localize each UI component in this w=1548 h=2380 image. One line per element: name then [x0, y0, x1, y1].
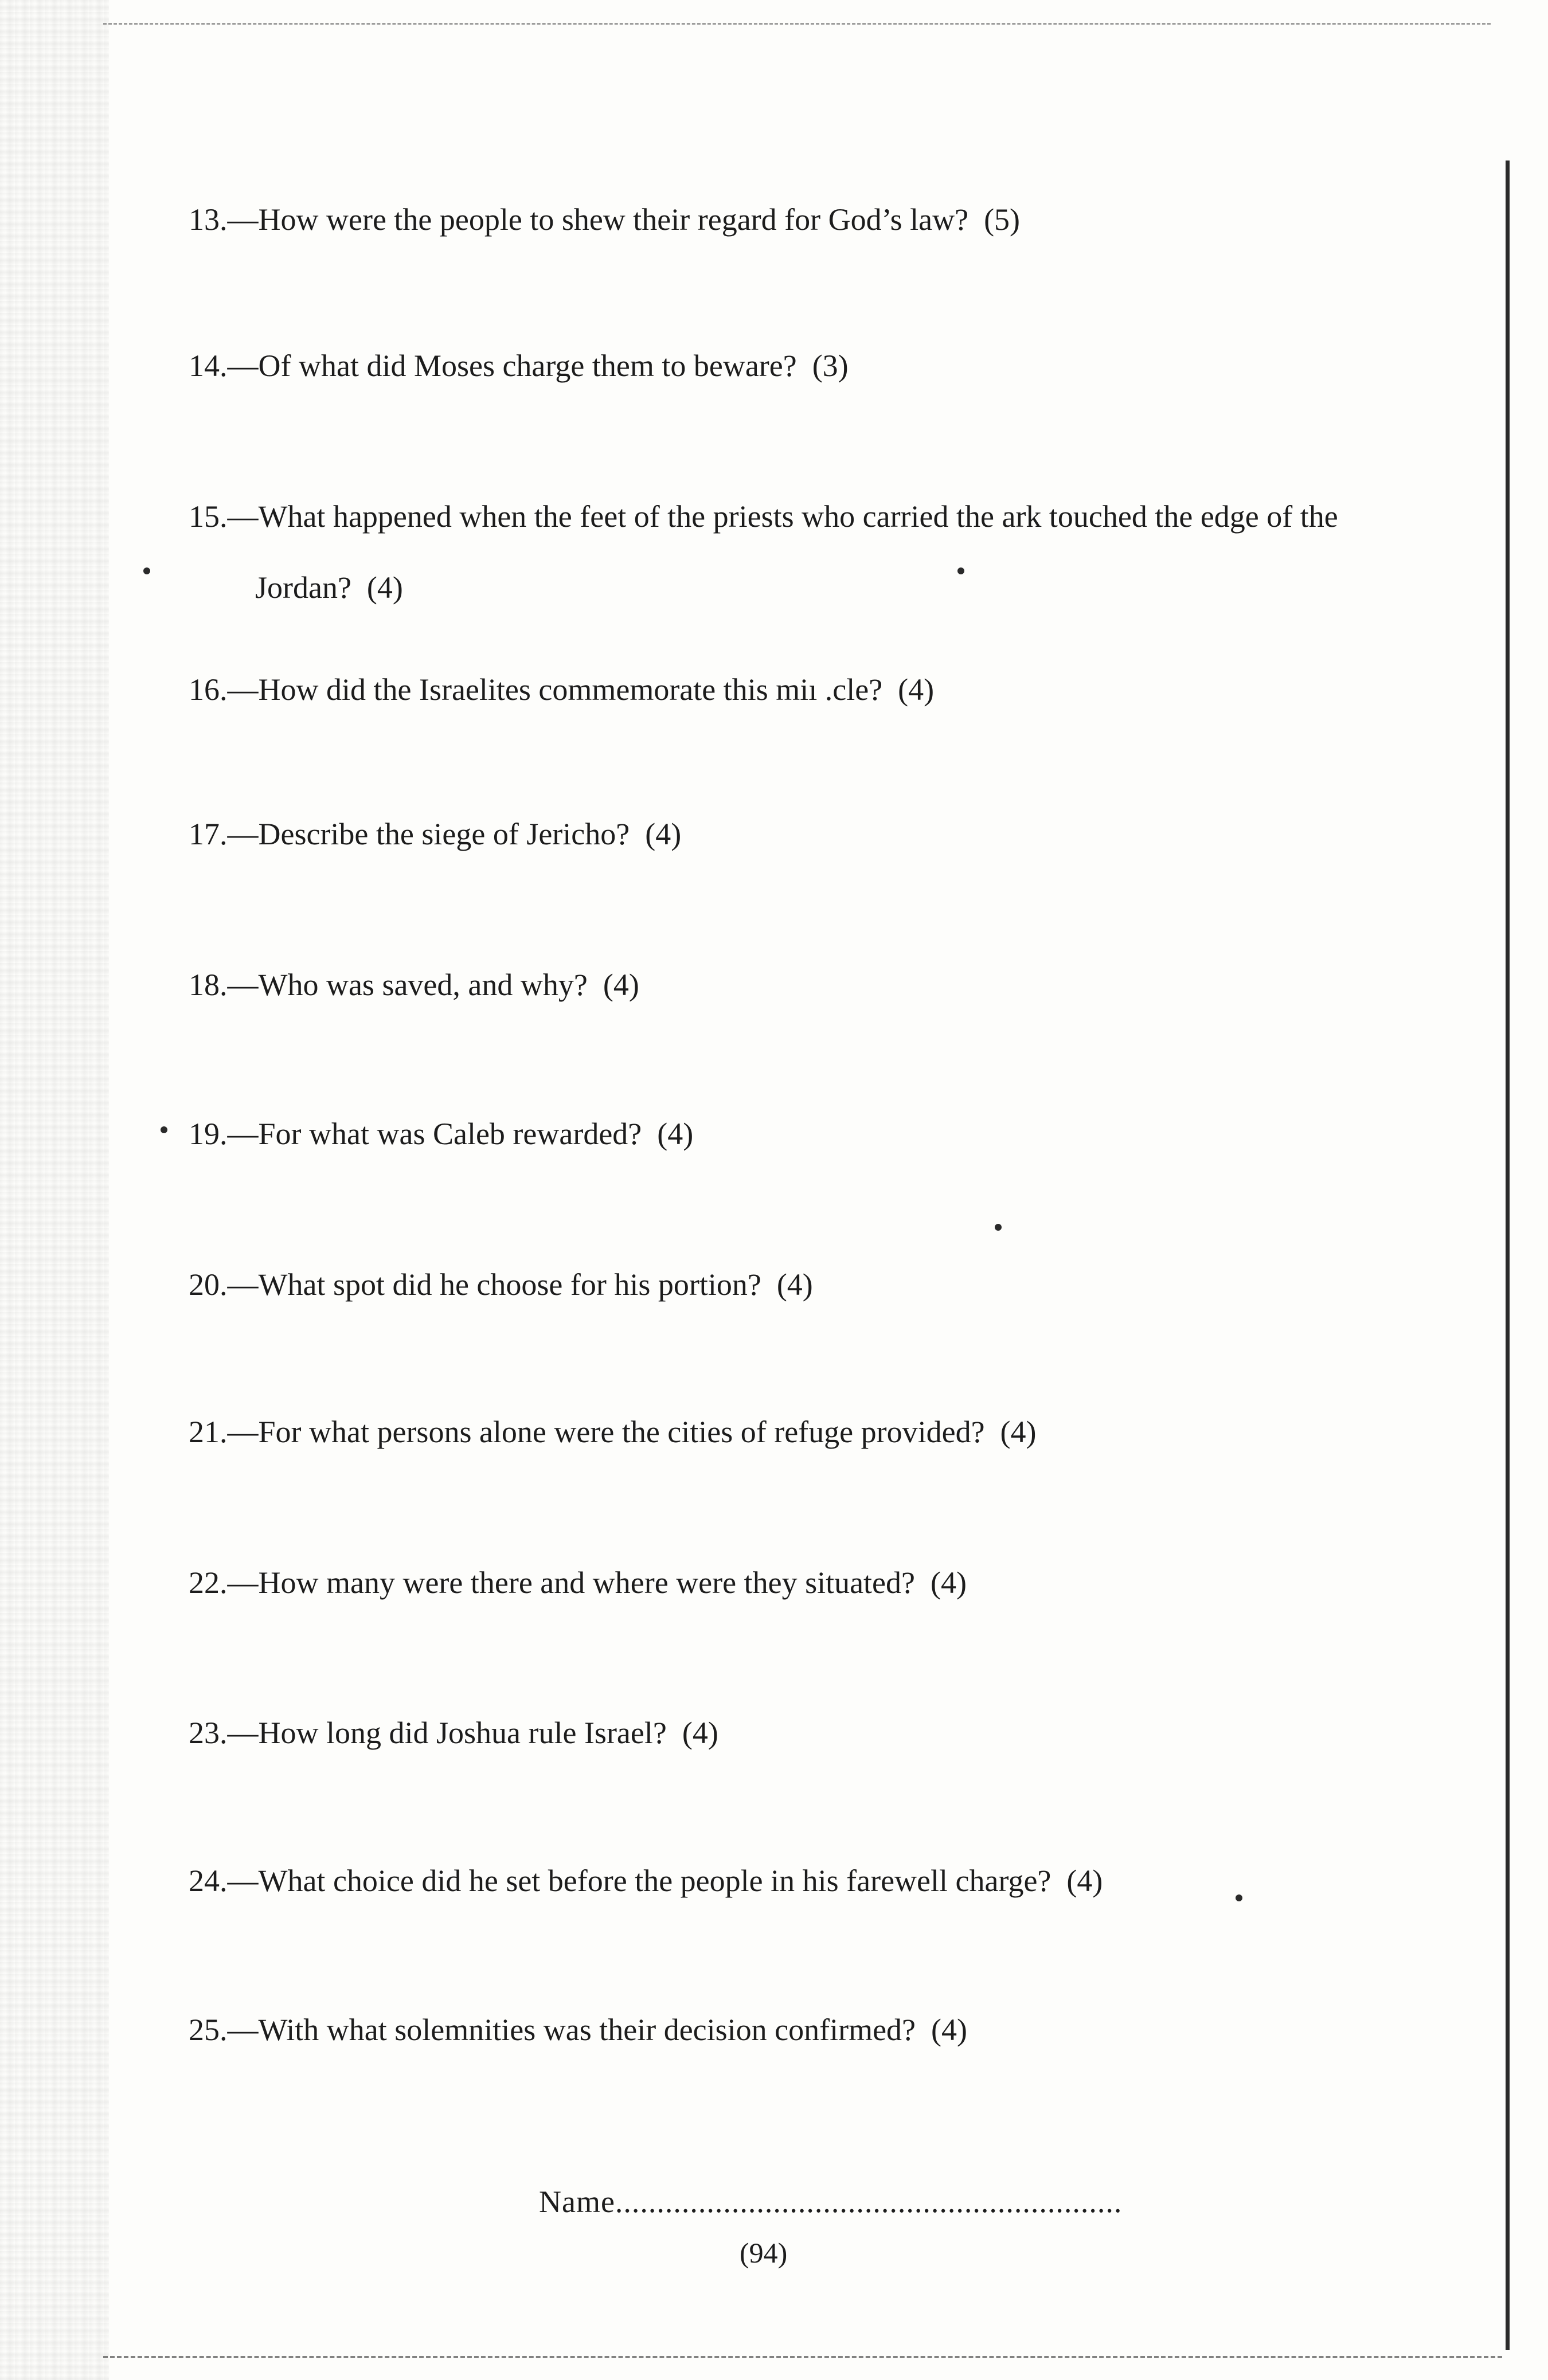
question-16: [158, 636, 1476, 743]
question-text: —Of what did Moses charge them to beware? (3): [227, 349, 849, 383]
question-number: 24.: [189, 1864, 228, 1898]
question-19: [158, 1081, 1476, 1187]
print-speck: [995, 1224, 1002, 1231]
question-number: 21.: [189, 1415, 228, 1449]
question-text: —How did the Israelites commemorate this miı .cle? (4): [227, 672, 935, 707]
question-text: —How many were there and where were they situated? (4): [227, 1565, 967, 1600]
question-text: —How long did Joshua rule Israel? (4): [227, 1716, 718, 1750]
question-number: 18.: [189, 968, 228, 1002]
question-text: —Who was saved, and why? (4): [227, 968, 639, 1002]
name-field-label: Name.............................................................: [539, 2185, 1123, 2219]
question-text: —With what solemnities was their decision confirmed? (4): [227, 2013, 967, 2047]
scan-bottom-edge: [103, 2356, 1502, 2364]
right-border-rule: [1506, 161, 1510, 2350]
question-13: [158, 166, 1476, 273]
question-number: 22.: [189, 1565, 228, 1600]
question-number: 17.: [189, 817, 228, 851]
question-text: —What choice did he set before the people in his farewell charge? (4): [227, 1864, 1103, 1898]
question-20: [158, 1231, 1476, 1338]
scan-left-edge-noise: [0, 0, 109, 2380]
question-18: [158, 931, 1476, 1038]
question-number: 16.: [189, 672, 228, 707]
page-number: (94): [740, 2237, 788, 2269]
question-text: —For what persons alone were the cities of refuge provided? (4): [227, 1415, 1037, 1449]
question-text: —Describe the siege of Jericho? (4): [227, 817, 682, 851]
question-25: [158, 1976, 1476, 2083]
question-text: —What happened when the feet of the priests who carried the ark touched the edge of the: [227, 499, 1338, 534]
question-22: [158, 1529, 1476, 1636]
question-text-continuation: Jordan? (4): [255, 570, 403, 605]
question-number: 13.: [189, 202, 228, 237]
question-21: [158, 1379, 1476, 1485]
question-24: [158, 1827, 1476, 1934]
question-14: [158, 312, 1476, 419]
print-speck: [143, 567, 150, 574]
question-17: [158, 781, 1476, 887]
question-number: 23.: [189, 1716, 228, 1750]
scan-top-edge: [103, 23, 1491, 30]
question-number: 14.: [189, 349, 228, 383]
question-text: —What spot did he choose for his portion? (4): [227, 1267, 813, 1302]
question-number: 15.: [189, 499, 228, 534]
question-text: —For what was Caleb rewarded? (4): [227, 1117, 694, 1151]
question-number: 19.: [189, 1117, 228, 1151]
question-23: [158, 1680, 1476, 1786]
question-text: —How were the people to shew their regard for God’s law? (5): [227, 202, 1021, 237]
question-number: 25.: [189, 2013, 228, 2047]
question-number: 20.: [189, 1267, 228, 1302]
